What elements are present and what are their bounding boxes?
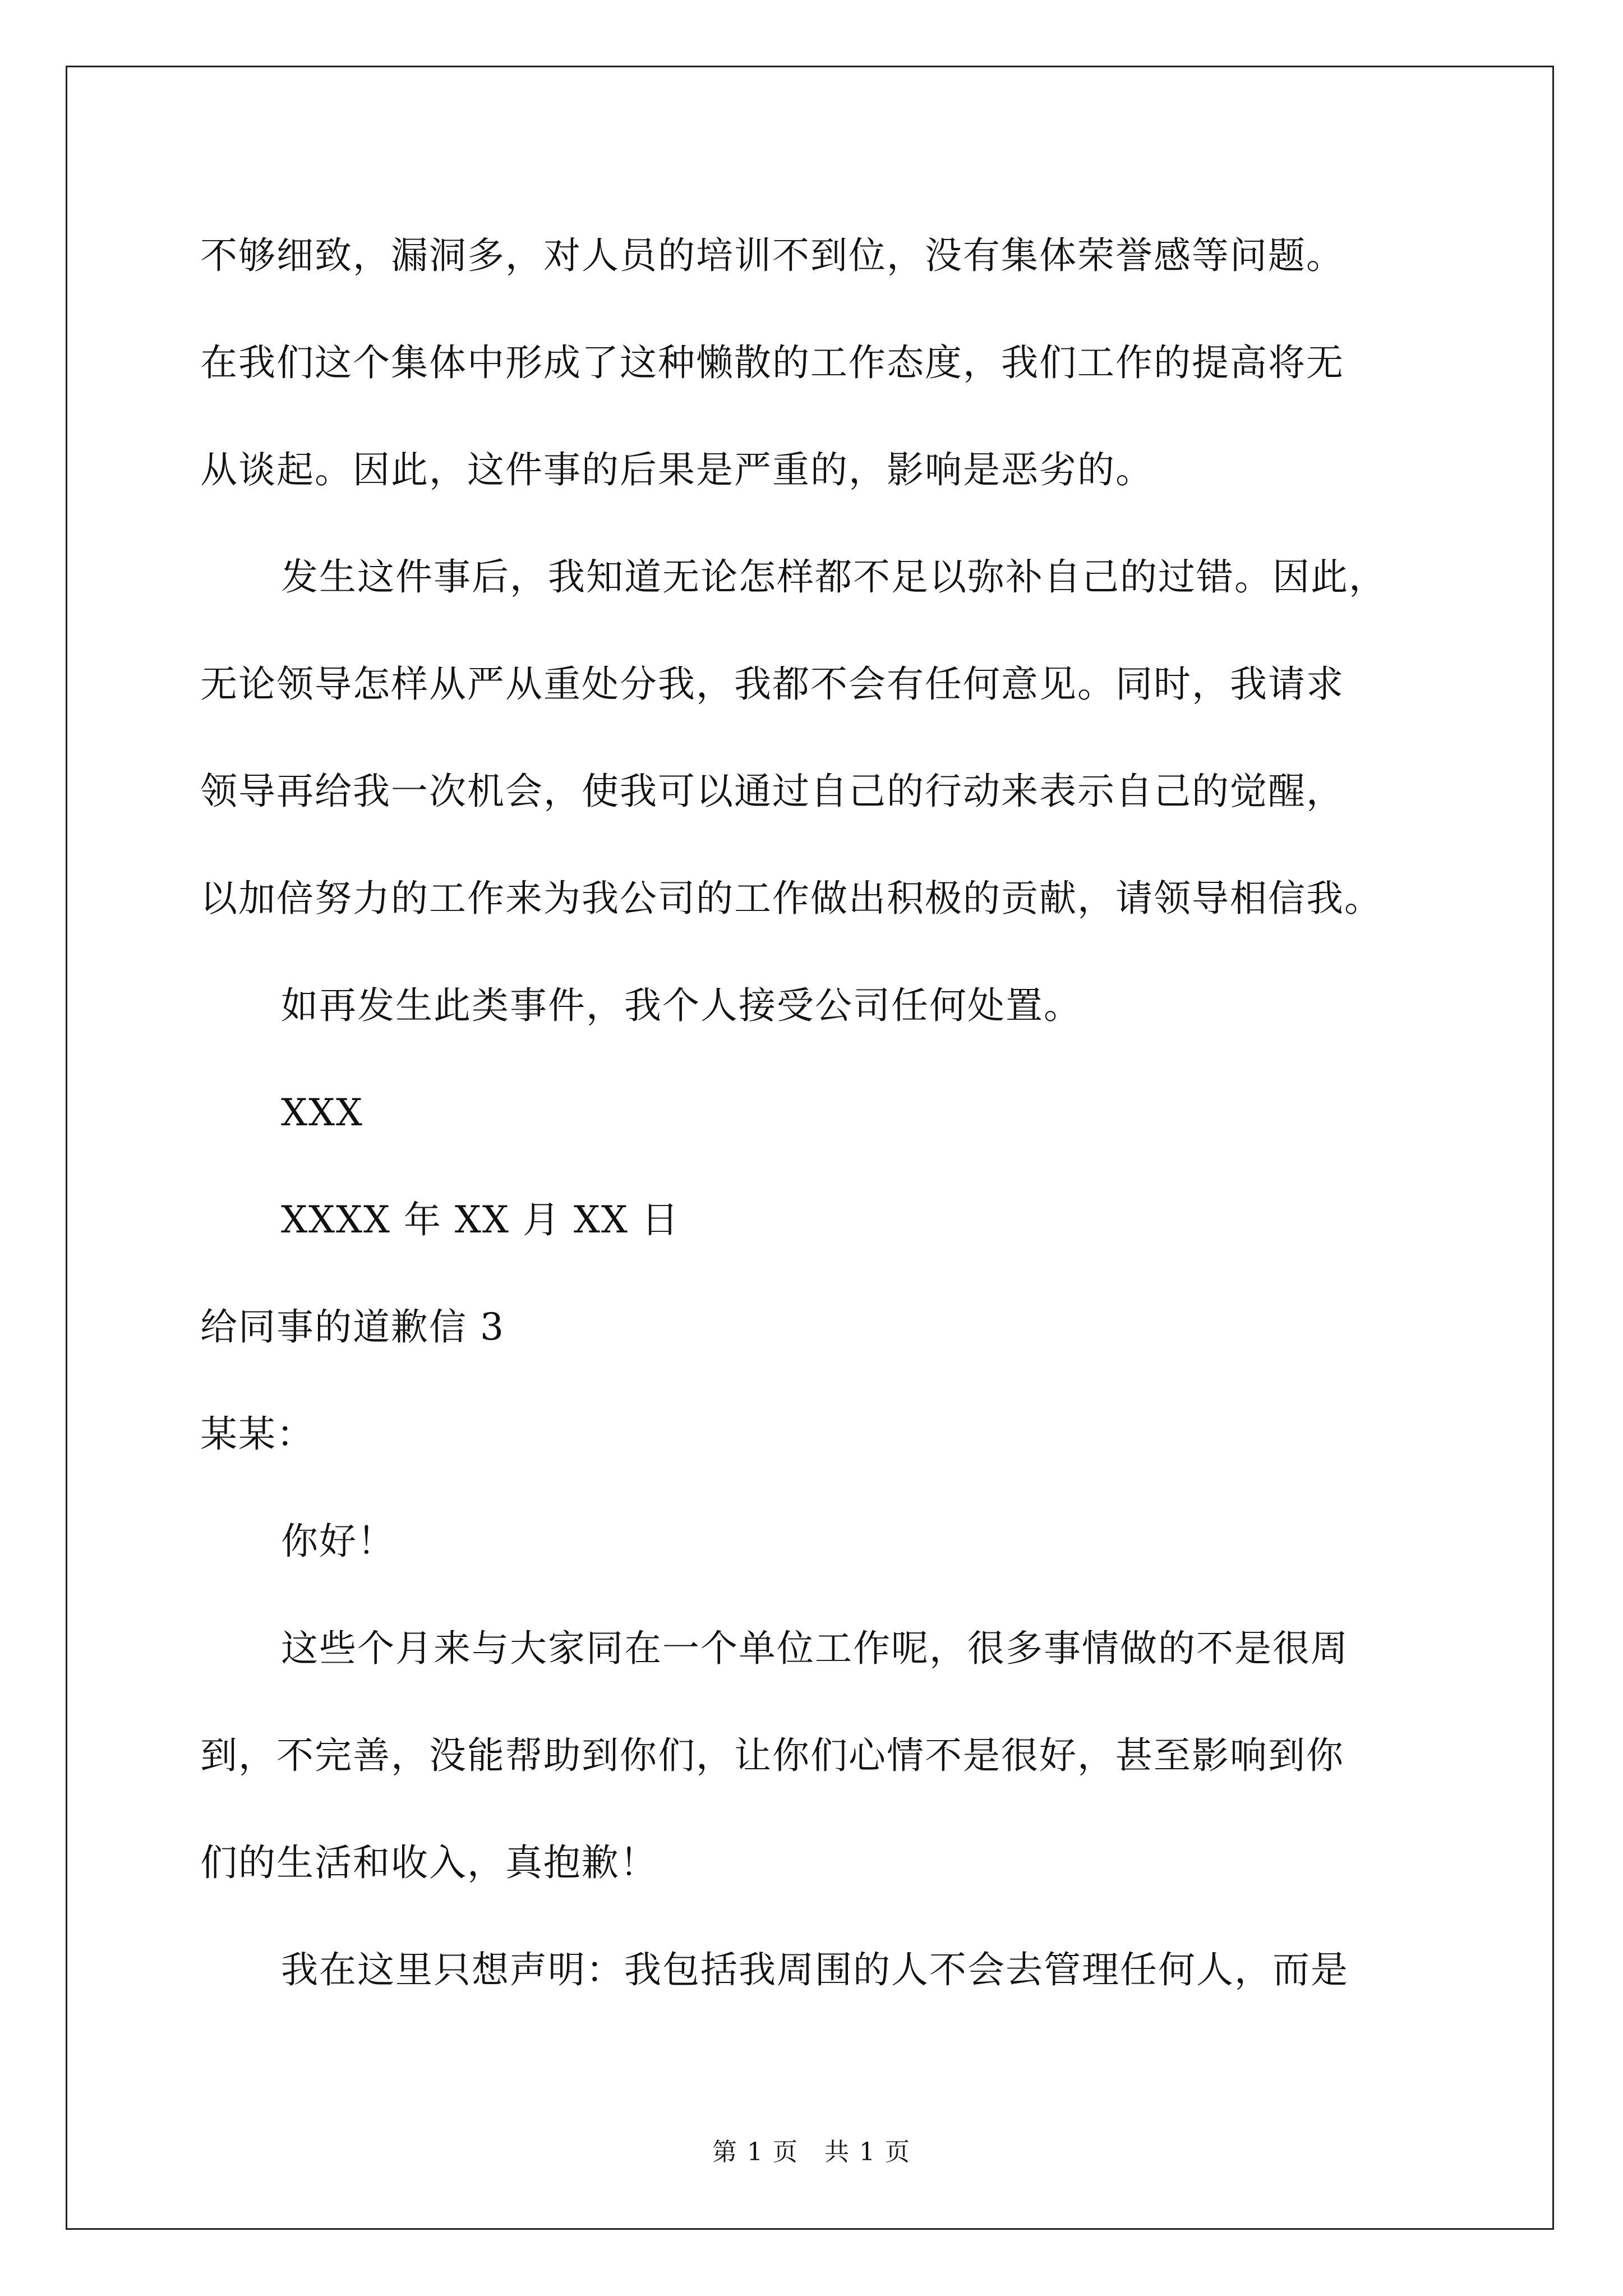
signature-date: XXXX 年 XX 月 XX 日 — [281, 1198, 680, 1241]
text-line-5: 无论领导怎样从严从重处分我，我都不会有任何意见。同时，我请求 — [200, 662, 1344, 706]
salutation: 某某： — [200, 1412, 315, 1456]
text-line-15: 到，不完善，没能帮助到你们，让你们心情不是很好，甚至影响到你 — [200, 1734, 1344, 1777]
text-line-16: 们的生活和收入，真抱歉！ — [200, 1841, 658, 1884]
text-line-6: 领导再给我一次机会，使我可以通过自己的行动来表示自己的觉醒， — [200, 770, 1344, 813]
text-line-3: 从谈起。因此，这件事的后果是严重的，影响是恶劣的。 — [200, 448, 1154, 491]
document-body — [200, 202, 1468, 2023]
text-line-7: 以加倍努力的工作来为我公司的工作做出积极的贡献，请领导相信我。 — [200, 877, 1382, 920]
text-line-14: 这些个月来与大家同在一个单位工作呢，很多事情做的不是很周 — [281, 1627, 1349, 1670]
signature-name: XXX — [281, 1091, 363, 1134]
text-line-17: 我在这里只想声明：我包括我周围的人不会去管理任何人，而是 — [281, 1948, 1349, 1991]
text-line-1: 不够细致，漏洞多，对人员的培训不到位，没有集体荣誉感等问题。 — [200, 234, 1344, 277]
text-line-4: 发生这件事后，我知道无论怎样都不足以弥补自己的过错。因此， — [281, 555, 1387, 599]
text-line-2: 在我们这个集体中形成了这种懒散的工作态度，我们工作的提高将无 — [200, 341, 1344, 384]
text-line-8: 如再发生此类事件，我个人接受公司任何处置。 — [281, 984, 1082, 1027]
page-number-footer: 第 1 页 共 1 页 — [712, 2138, 911, 2166]
greeting: 你好！ — [281, 1520, 395, 1563]
section-heading: 给同事的道歉信 3 — [200, 1305, 505, 1349]
